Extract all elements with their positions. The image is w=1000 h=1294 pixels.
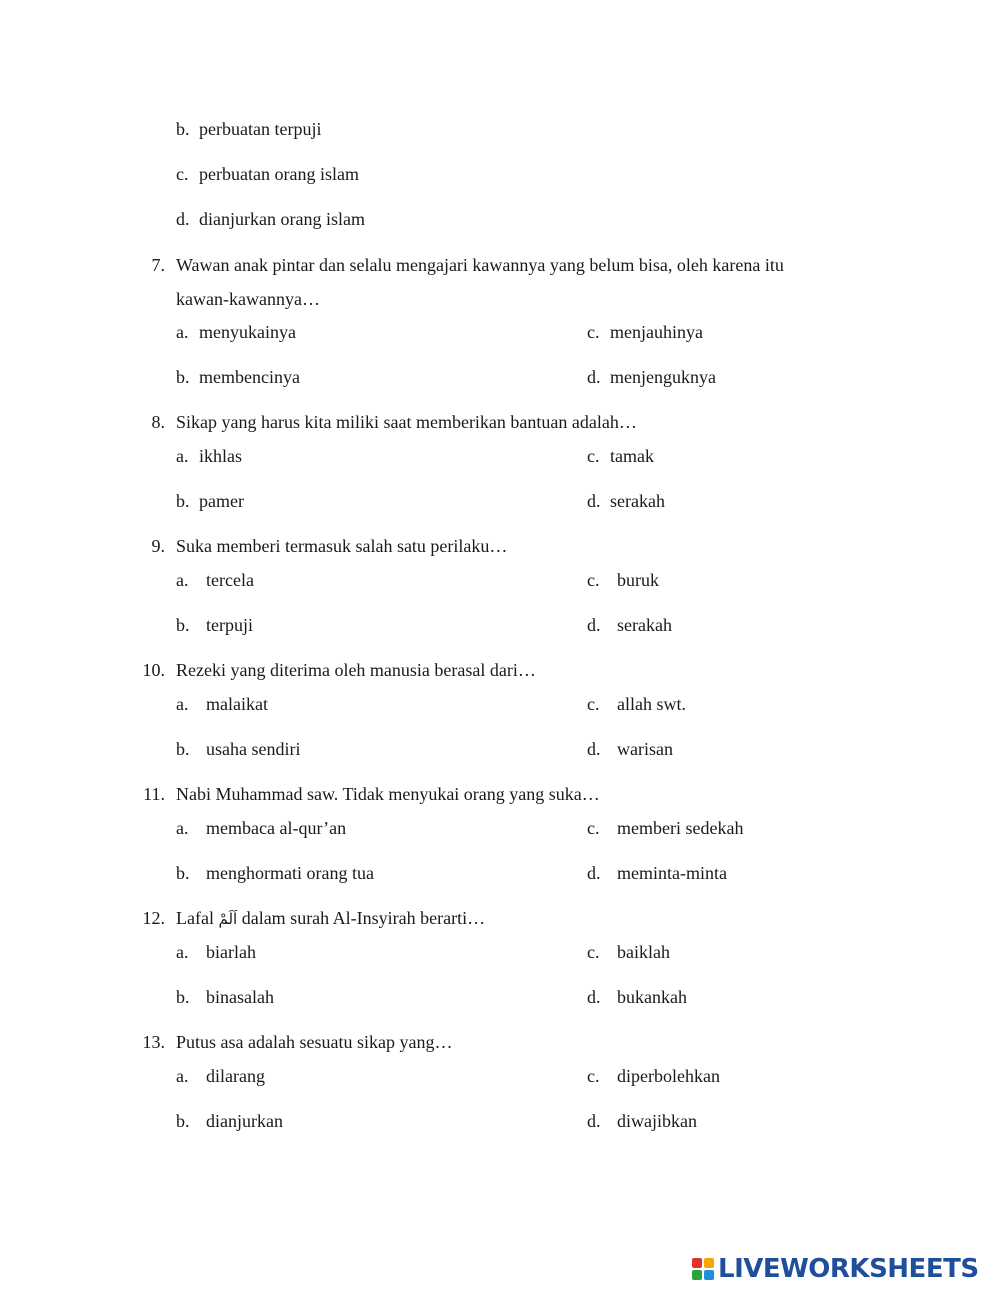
option-d[interactable]: d. bukankah <box>587 987 687 1007</box>
option-d[interactable]: d. serakah <box>587 615 672 635</box>
option-b[interactable]: b. usaha sendiri <box>176 739 301 759</box>
option-d[interactable]: d. meminta-minta <box>587 863 727 883</box>
option-d[interactable]: d. warisan <box>587 739 673 759</box>
question-number: 12. <box>142 908 165 928</box>
question-text-cont: kawan-kawannya… <box>176 289 320 309</box>
question-number: 13. <box>142 1032 165 1052</box>
question-number: 9. <box>151 536 165 556</box>
option-c[interactable]: c. menjauhinya <box>587 322 703 342</box>
liveworksheets-logo[interactable] <box>692 1253 979 1285</box>
question-text: Lafal اَلَمْ dalam surah Al-Insyirah berarti… <box>176 908 486 928</box>
option-b[interactable]: b. terpuji <box>176 615 253 635</box>
option-b[interactable]: b. menghormati orang tua <box>176 863 374 883</box>
option-b[interactable]: b. pamer <box>176 491 244 511</box>
option-c[interactable]: c. allah swt. <box>587 694 686 714</box>
question-text: Sikap yang harus kita miliki saat memberikan bantuan adalah… <box>176 412 637 432</box>
option-a[interactable]: a. tercela <box>176 570 254 590</box>
question-text: Rezeki yang diterima oleh manusia berasal dari… <box>176 660 536 680</box>
option-d[interactable]: d. serakah <box>587 491 665 511</box>
question-number: 11. <box>143 784 165 804</box>
question-text: Putus asa adalah sesuatu sikap yang… <box>176 1032 453 1052</box>
question-text: Nabi Muhammad saw. Tidak menyukai orang yang suka… <box>176 784 600 804</box>
option-d[interactable]: d. diwajibkan <box>587 1111 697 1131</box>
option-c[interactable]: c. tamak <box>587 446 654 466</box>
option-a[interactable]: a. dilarang <box>176 1066 265 1086</box>
option-c[interactable]: c. diperbolehkan <box>587 1066 720 1086</box>
question-text: Suka memberi termasuk salah satu perilaku… <box>176 536 508 556</box>
option-c: c. perbuatan orang islam <box>176 164 359 184</box>
liveworksheets-logo-icon <box>692 1258 714 1280</box>
arabic-word: اَلَمْ <box>218 910 238 928</box>
option-b[interactable]: b. membencinya <box>176 367 300 387</box>
question-number: 10. <box>142 660 165 680</box>
option-c[interactable]: c. buruk <box>587 570 659 590</box>
option-a[interactable]: a. malaikat <box>176 694 268 714</box>
option-d[interactable]: d. menjenguknya <box>587 367 716 387</box>
option-a[interactable]: a. menyukainya <box>176 322 296 342</box>
option-b[interactable]: b. dianjurkan <box>176 1111 283 1131</box>
option-b[interactable]: b. binasalah <box>176 987 274 1007</box>
option-a[interactable]: a. ikhlas <box>176 446 242 466</box>
option-c[interactable]: c. memberi sedekah <box>587 818 744 838</box>
option-a[interactable]: a. biarlah <box>176 942 256 962</box>
option-c[interactable]: c. baiklah <box>587 942 670 962</box>
logo-text: LIVEWORKSHEETS <box>718 1254 979 1284</box>
option-b: b. perbuatan terpuji <box>176 119 322 139</box>
question-number: 8. <box>151 412 165 432</box>
option-d: d. dianjurkan orang islam <box>176 209 365 229</box>
question-text: Wawan anak pintar dan selalu mengajari kawannya yang belum bisa, oleh karena itu <box>176 255 784 275</box>
option-a[interactable]: a. membaca al-qur’an <box>176 818 347 838</box>
question-number: 7. <box>151 255 165 275</box>
